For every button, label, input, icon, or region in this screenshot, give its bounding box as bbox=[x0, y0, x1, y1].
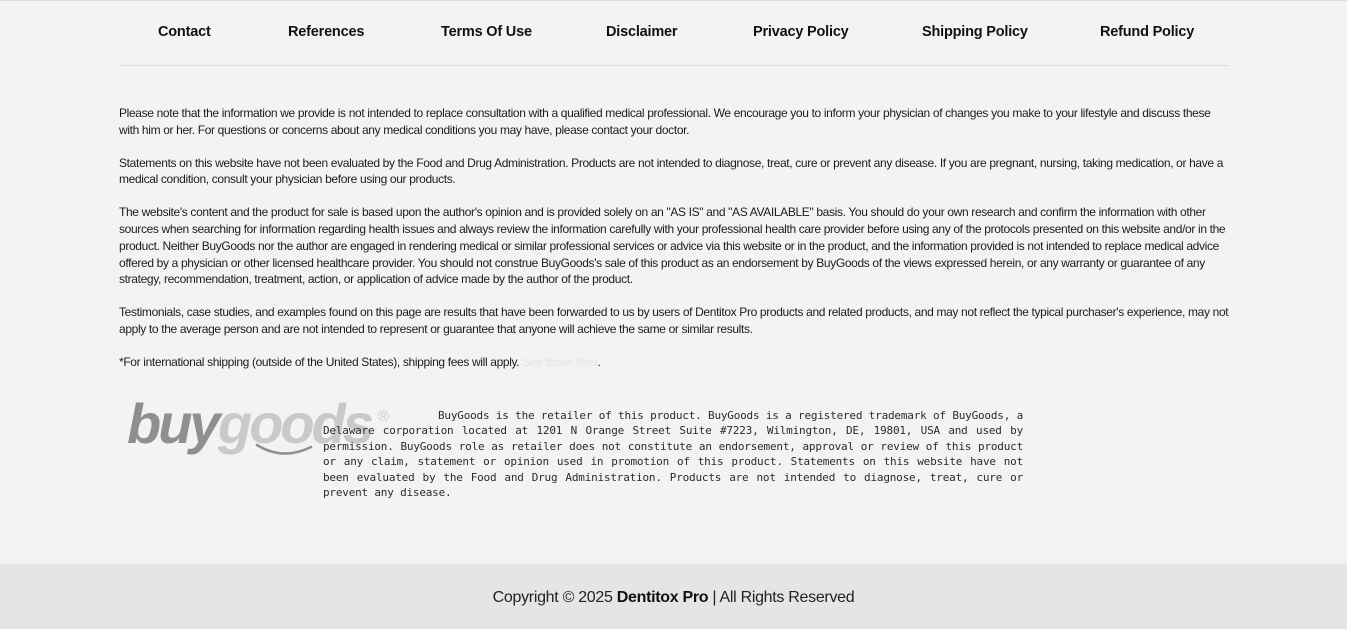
nav-link-terms-of-use[interactable]: Terms Of Use bbox=[441, 24, 532, 40]
copyright-bar bbox=[0, 564, 1347, 629]
nav-link-disclaimer[interactable]: Disclaimer bbox=[606, 24, 678, 40]
nav-link-privacy-policy[interactable]: Privacy Policy bbox=[753, 24, 849, 40]
content-disclaimer: The website's content and the product for sale is based upon the author's opinion and is provided solely on an "AS IS" and "AS AVAILABLE" basis. You should do your own research and confirm the information with other sources when searching for information regarding health issues and always review the information carefully with your professional health care provider before using any of the protocols presented on this website and/or in the product. Neither BuyGoods nor the author are engaged in rendering medical or similar professional services or advice via this website or in the product, and the information provided is not intended to replace medical advice offered by a physician or other licensed healthcare provider. You should not construe BuyGoods's sale of this product as an endorsement by BuyGoods of the views expressed herein, or any warranty or guarantee of any strategy, recommendation, treatment, action, or application of advice made by the author of the product. bbox=[119, 205, 1226, 287]
international-shipping-note bbox=[119, 354, 1231, 371]
disclaimer-section bbox=[119, 105, 1231, 387]
retailer-statement: BuyGoods is the retailer of this product. BuyGoods is a registered trademark of BuyGoods, a Delaware corporation located at 1201 N Orange Street Suite #7223, Wilmington, DE, 19801, USA and used by permission. BuyGoods role as retailer does not constitute an endorsement, approval or review of this product or any claim, statement or opinion used in promotion of this product. Statements on this website have not been evaluated by the Food and Drug Administration. Products are not intended to diagnose, treat, cure or prevent any disease. bbox=[323, 409, 1023, 500]
see-fees-link[interactable]: See those fees bbox=[522, 354, 598, 369]
copyright-brand: Dentitox Pro bbox=[616, 589, 709, 606]
nav-link-references[interactable]: References bbox=[288, 24, 365, 40]
logo-buy-text: buy bbox=[127, 393, 218, 455]
logo-goods-text: goods bbox=[218, 393, 371, 455]
shipping-note-end: . bbox=[597, 354, 601, 369]
fda-statement: Statements on this website have not been evaluated by the Food and Drug Administration. Products are not intended to diagnose, treat, cure or prevent any disease. If you are pregnant, nursing, taking medication, or have a medical condition, consult your physician before using our products. bbox=[119, 155, 1224, 187]
testimonials-disclaimer: Testimonials, case studies, and examples found on this page are results that have been forwarded to us by users of Dentitox Pro products and related products, and may not reflect the typical purchaser's experience, may not apply to the average person and are not intended to represent or guarantee that anyone will achieve the same or similar results. bbox=[119, 305, 1229, 336]
copyright-prefix: Copyright © 2025 bbox=[492, 589, 617, 606]
footer-nav bbox=[119, 0, 1229, 66]
nav-link-contact[interactable]: Contact bbox=[158, 24, 211, 40]
nav-link-refund-policy[interactable]: Refund Policy bbox=[1100, 24, 1195, 40]
nav-link-shipping-policy[interactable]: Shipping Policy bbox=[922, 24, 1028, 40]
logo-registered-mark: ® bbox=[378, 408, 390, 425]
shipping-note-text: *For international shipping (outside of the United States), shipping fees will apply. bbox=[119, 354, 523, 369]
copyright-text bbox=[0, 589, 1347, 607]
copyright-suffix: | All Rights Reserved bbox=[708, 589, 855, 606]
medical-consultation-notice: Please note that the information we provide is not intended to replace consultation with a qualified medical professional. We encourage you to inform your physician of changes you make to your lifestyle and discuss these with him or her. For questions or concerns about any medical conditions you may have, please contact your doctor. bbox=[119, 106, 1211, 137]
